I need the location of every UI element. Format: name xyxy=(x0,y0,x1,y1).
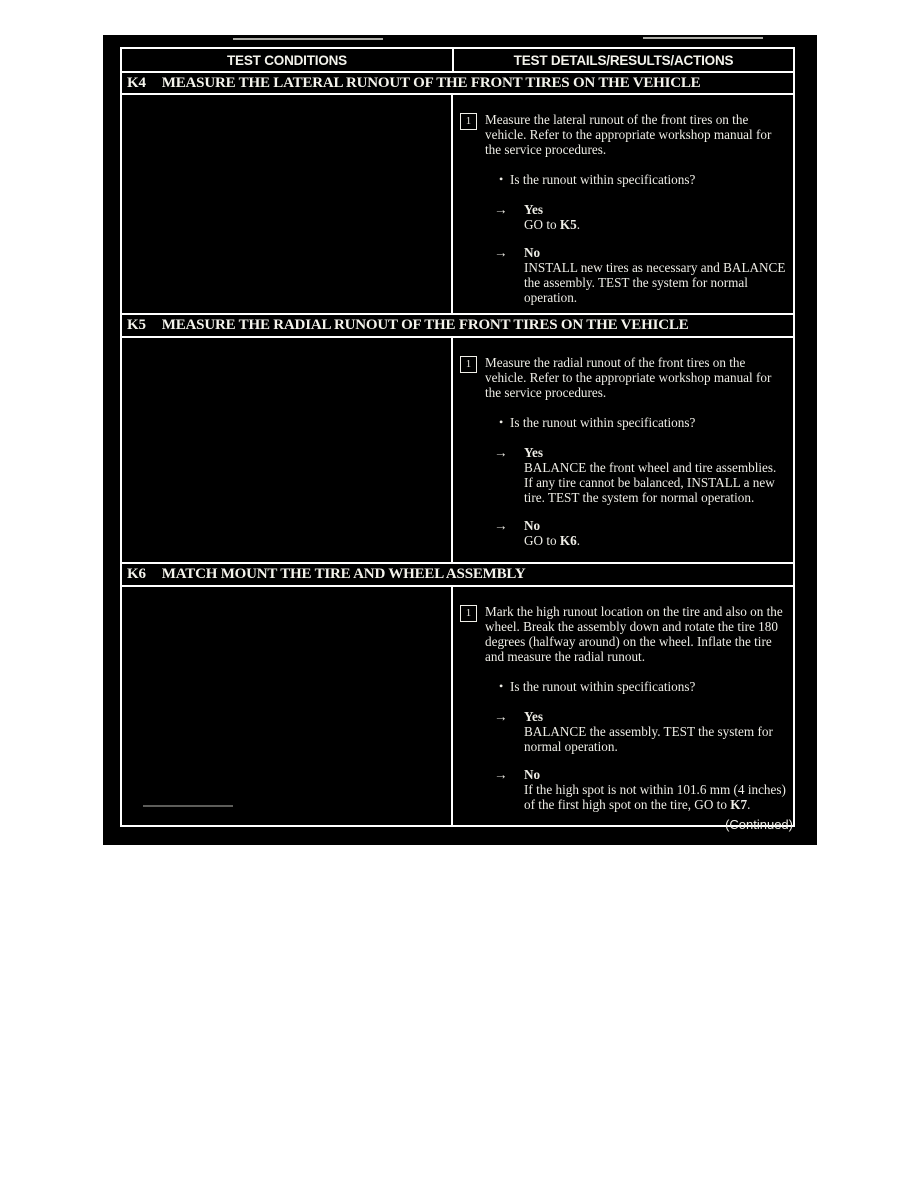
result-yes xyxy=(494,445,787,505)
action-target: K7 xyxy=(730,797,748,812)
result-yes xyxy=(494,709,787,754)
result-yes xyxy=(494,202,787,232)
action-text: If the high spot is not within 101.6 mm (4 inches) of the first high spot on the tire, GO to xyxy=(524,782,786,812)
step-text: Measure the radial runout of the front tires on the vehicle. Refer to the appropriate workshop manual for the service procedures. xyxy=(485,355,772,400)
result-content xyxy=(524,245,786,305)
result-label: Yes xyxy=(524,709,544,724)
action-text: BALANCE the front wheel and tire assemblies. If any tire cannot be balanced, INSTALL a new tire. TEST the system for normal operation. xyxy=(524,460,777,505)
action-target: K5 xyxy=(559,217,577,232)
result-no xyxy=(494,518,787,548)
test-details-cell-k6 xyxy=(453,587,793,825)
action-tail: . xyxy=(576,217,581,232)
bullet-icon: • xyxy=(499,679,504,693)
step-number-box: 1 xyxy=(460,605,477,622)
test-conditions-cell-k4 xyxy=(122,95,453,313)
arrow-icon: → xyxy=(494,767,508,782)
section-title-k5 xyxy=(122,315,793,338)
arrow-icon: → xyxy=(494,518,508,533)
table-header-row xyxy=(122,49,793,73)
step-number-box: 1 xyxy=(460,356,477,373)
question-text: Is the runout within specifications? xyxy=(510,679,696,694)
arrow-icon: → xyxy=(494,709,508,724)
test-details-cell-k4 xyxy=(453,95,793,313)
result-label: No xyxy=(524,245,541,260)
result-action xyxy=(524,260,786,305)
col-header-test-details: TEST DETAILS/RESULTS/ACTIONS xyxy=(513,52,734,68)
bullet-icon: • xyxy=(499,415,504,429)
question-row xyxy=(499,172,787,187)
result-action xyxy=(524,217,786,232)
test-details-cell-k5 xyxy=(453,338,793,562)
question-row xyxy=(499,679,787,694)
step-text: Measure the lateral runout of the front tires on the vehicle. Refer to the appropriate workshop manual for the service procedures. xyxy=(485,112,772,157)
section-id: K6 xyxy=(127,566,146,582)
action-text: GO to xyxy=(524,217,560,232)
result-label: No xyxy=(524,518,541,533)
section-name: MEASURE THE RADIAL RUNOUT OF THE FRONT TIRES ON THE VEHICLE xyxy=(161,317,689,333)
result-action xyxy=(524,533,786,548)
scan-artifact xyxy=(233,38,383,40)
action-tail: . xyxy=(747,797,751,812)
pinpoint-test-table xyxy=(120,47,795,827)
step-row xyxy=(460,604,787,664)
scanned-test-chart xyxy=(103,35,817,845)
bullet-icon: • xyxy=(499,172,504,186)
action-tail: . xyxy=(576,533,581,548)
result-action xyxy=(524,782,786,812)
section-body-k4 xyxy=(122,95,793,315)
arrow-icon: → xyxy=(494,245,508,260)
result-content xyxy=(524,445,786,505)
col-header-test-conditions: TEST CONDITIONS xyxy=(122,49,454,71)
continued-label: (Continued) xyxy=(725,817,793,832)
result-label: Yes xyxy=(524,202,544,217)
arrow-icon: → xyxy=(494,202,508,217)
section-title-k4 xyxy=(122,73,793,95)
question-text: Is the runout within specifications? xyxy=(510,172,696,187)
test-conditions-cell-k6 xyxy=(122,587,453,825)
result-label: No xyxy=(524,767,541,782)
result-no xyxy=(494,767,787,812)
section-id: K4 xyxy=(127,74,146,91)
step-number-box: 1 xyxy=(460,113,477,130)
test-conditions-cell-k5 xyxy=(122,338,453,562)
section-id: K5 xyxy=(127,317,146,333)
result-content xyxy=(524,202,786,232)
action-text: BALANCE the assembly. TEST the system for normal operation. xyxy=(524,724,773,754)
result-content xyxy=(524,709,786,754)
action-target: K6 xyxy=(559,533,577,548)
result-no xyxy=(494,245,787,305)
section-name: MEASURE THE LATERAL RUNOUT OF THE FRONT TIRES ON THE VEHICLE xyxy=(161,74,701,91)
result-label: Yes xyxy=(524,445,544,460)
section-title-k6 xyxy=(122,564,793,587)
step-row xyxy=(460,355,787,400)
question-text: Is the runout within specifications? xyxy=(510,415,696,430)
scan-artifact xyxy=(643,37,763,39)
arrow-icon: → xyxy=(494,445,508,460)
section-name: MATCH MOUNT THE TIRE AND WHEEL ASSEMBLY xyxy=(161,566,526,582)
result-content xyxy=(524,767,786,812)
result-action xyxy=(524,460,786,505)
step-row xyxy=(460,112,787,157)
section-body-k5 xyxy=(122,338,793,564)
result-content xyxy=(524,518,786,548)
action-text: INSTALL new tires as necessary and BALANCE the assembly. TEST the system for normal operation. xyxy=(524,260,786,305)
section-body-k6 xyxy=(122,587,793,825)
result-action xyxy=(524,724,786,754)
action-text: GO to xyxy=(524,533,560,548)
question-row xyxy=(499,415,787,430)
step-text: Mark the high runout location on the tire and also on the wheel. Break the assembly down and rotate the tire 180 degrees (halfway around) on the wheel. Inflate the tire and measure the radial runout. xyxy=(485,604,783,664)
